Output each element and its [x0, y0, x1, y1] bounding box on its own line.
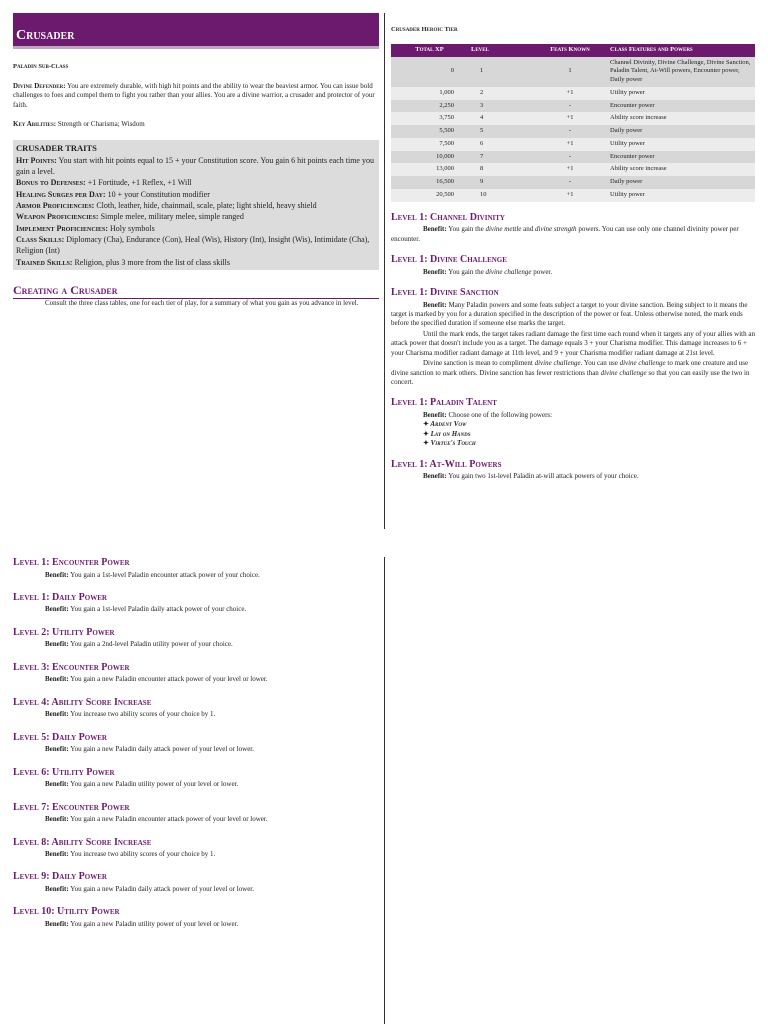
section-heading: Level 4: Ability Score Increase: [13, 696, 152, 708]
table-cell: -: [533, 100, 607, 113]
benefit-label: Benefit:: [423, 225, 447, 234]
table-cell: +1: [533, 138, 607, 151]
text-run: You gain a new Paladin utility power of your level or lower.: [70, 919, 239, 928]
table-cell: 5,500: [391, 125, 468, 138]
section-heading: Level 10: Utility Power: [13, 906, 120, 918]
power-name: divine challenge: [485, 267, 532, 276]
table-cell: Daily power: [607, 176, 755, 189]
text-run: Choose one of the following powers:: [448, 410, 553, 419]
benefit-label: Benefit:: [45, 745, 69, 754]
benefit-label: Benefit:: [423, 410, 447, 419]
trait-label: Weapon Proficiencies:: [16, 212, 99, 222]
text-run: You gain the: [448, 225, 484, 234]
benefit-label: Benefit:: [45, 605, 69, 614]
list-item: [423, 430, 755, 439]
benefit-text: [13, 780, 379, 789]
text-run: You increase two ability scores of your choice by 1.: [70, 710, 216, 719]
benefit-text: [391, 268, 755, 277]
trait-text: Religion, plus 3 more from the list of class skills: [74, 257, 231, 267]
table-row: [391, 138, 755, 151]
heroic-tier-table: [391, 44, 755, 202]
level-section: [13, 556, 379, 580]
trait-label: Trained Skills:: [16, 257, 73, 267]
table-cell: 5: [468, 125, 533, 138]
table-cell: 16,500: [391, 176, 468, 189]
text-run: to mark one creature and use divine sanction to mark others. Divine sanction has fewer restrictions than: [391, 359, 749, 377]
trait-label: Healing Surges per Day:: [16, 189, 106, 199]
benefit-label: Benefit:: [423, 267, 447, 276]
channel-divinity-section: [391, 211, 755, 244]
table-cell: 13,000: [391, 163, 468, 176]
table-row: [391, 87, 755, 100]
table-cell: 3,750: [391, 112, 468, 125]
table-cell: 8: [468, 163, 533, 176]
benefit-text: [13, 815, 379, 824]
table-cell: 1,000: [391, 87, 468, 100]
star-icon: ✦: [423, 420, 429, 429]
benefit-label: Benefit:: [45, 815, 69, 824]
level-section: [13, 836, 379, 860]
benefit-label: Benefit:: [45, 675, 69, 684]
at-will-section: [391, 458, 755, 482]
table-cell: 6: [468, 138, 533, 151]
right-column: [391, 26, 755, 482]
table-cell: -: [533, 151, 607, 164]
text-run: powers. You can use only one channel divinity power per encounter.: [391, 225, 739, 243]
text-run: You gain the: [448, 267, 484, 276]
trait-item: [16, 257, 376, 268]
text-run: You gain a new Paladin utility power of your level or lower.: [70, 780, 239, 789]
trait-item: [16, 211, 376, 222]
table-row: [391, 151, 755, 164]
table-cell: Utility power: [607, 138, 755, 151]
power-name: Virtue's Touch: [430, 439, 476, 448]
benefit-text: [13, 675, 379, 684]
trait-text: Holy symbols: [110, 223, 155, 233]
column-header: Feats Known: [533, 44, 607, 57]
benefit-label: Benefit:: [45, 850, 69, 858]
table-cell: +1: [533, 163, 607, 176]
text-run: You gain two 1st-level Paladin at-will attack powers of your choice.: [448, 472, 639, 481]
trait-text: Diplomacy (Cha), Endurance (Con), Heal (Wis), History (Int), Insight (Wis), Intimidate (Cha), Religion (Int): [16, 235, 370, 256]
section-heading: Level 1: Channel Divinity: [391, 211, 505, 223]
benefit-label: Benefit:: [45, 570, 69, 579]
trait-label: Bonus to Defenses:: [16, 178, 86, 188]
table-cell: Encounter power: [607, 151, 755, 164]
level-section: [13, 591, 379, 615]
benefit-text: [13, 640, 379, 649]
table-cell: Utility power: [607, 189, 755, 202]
text-run: Many Paladin powers and some feats subject a target to your divine sanction. Being subject to it means the target is marked by you for a duration specified in the description of the power or feat. Unless otherwise noted, the mark ends before the specified duration if someone else marks the target.: [391, 300, 748, 328]
text-run: You gain a new Paladin encounter attack power of your level or lower.: [70, 675, 268, 684]
text-run: You increase two ability scores of your choice by 1.: [70, 850, 216, 858]
table-cell: 1: [468, 57, 533, 87]
divine-defender-label: Divine Defender:: [13, 81, 66, 90]
text-run: You gain a new Paladin encounter attack power of your level or lower.: [70, 815, 268, 824]
trait-text: 10 + your Constitution modifier: [107, 189, 210, 199]
table-row: [391, 100, 755, 113]
table-cell: 2: [468, 87, 533, 100]
power-name: divine challenge: [619, 359, 666, 368]
section-heading: Level 9: Daily Power: [13, 871, 107, 883]
benefit-label: Benefit:: [45, 780, 69, 789]
table-cell: 1: [533, 57, 607, 87]
subclass-label: Paladin Sub-Class: [13, 63, 69, 70]
level-section: [13, 731, 379, 755]
benefit-text: [391, 225, 755, 244]
page-title-banner: [13, 13, 379, 49]
trait-label: Hit Points:: [16, 155, 57, 165]
text-run: and: [523, 225, 534, 234]
section-heading: Level 1: Divine Sanction: [391, 287, 499, 299]
column-header: Total XP: [391, 44, 468, 57]
trait-item: [16, 177, 376, 188]
benefit-label: Benefit:: [45, 640, 69, 649]
level-section: [13, 626, 379, 650]
power-name: divine challenge: [600, 368, 647, 377]
power-name: Lay on Hands: [430, 429, 471, 438]
text-run: You gain a new Paladin daily attack power of your level or lower.: [70, 884, 254, 893]
trait-item: [16, 155, 376, 178]
table-row: [391, 189, 755, 202]
trait-label: Implement Proficiencies:: [16, 223, 109, 233]
table-cell: 2,250: [391, 100, 468, 113]
power-name: divine strength: [535, 225, 577, 234]
table-cell: +1: [533, 112, 607, 125]
trait-item: [16, 223, 376, 234]
column-header: Class Features and Powers: [607, 44, 755, 57]
section-heading: Level 6: Utility Power: [13, 766, 115, 778]
table-cell: 7: [468, 151, 533, 164]
benefit-label: Benefit:: [45, 710, 69, 719]
table-row: [391, 112, 755, 125]
trait-item: [16, 234, 376, 257]
text-run: so that you can easily use the two in concert.: [391, 368, 750, 387]
key-abilities-label: Key Abilities:: [13, 120, 57, 129]
table-cell: Daily power: [607, 125, 755, 138]
table-cell: +1: [533, 87, 607, 100]
power-name: divine mettle: [485, 225, 522, 234]
benefit-label: Benefit:: [423, 472, 447, 481]
section-heading: Level 1: Encounter Power: [13, 557, 130, 568]
text-run: power.: [533, 267, 553, 276]
table-cell: Ability score increase: [607, 163, 755, 176]
trait-text: Cloth, leather, hide, chainmail, scale, plate; light shield, heavy shield: [96, 201, 317, 211]
table-cell: 20,500: [391, 189, 468, 202]
column-header: Level: [468, 44, 533, 57]
benefit-label: Benefit:: [45, 919, 69, 928]
list-item: [423, 439, 755, 448]
sanction-paragraph: Until the mark ends, the target takes radiant damage the first time each round when it targets any of your allies with an attack power that doesn't include you as a target. The damage equals 3 + your Charisma modifier. This damage increases to 6 + your Charisma modifier radiant damage at 11th level, and 9 + your Charisma modifier radiant damage at 21st level.: [391, 329, 755, 357]
left-column: [13, 13, 379, 309]
trait-text: Simple melee, military melee, simple ranged: [100, 212, 244, 222]
section-heading: Level 8: Ability Score Increase: [13, 836, 152, 848]
traits-title: CRUSADER TRAITS: [16, 142, 97, 153]
section-heading: Level 3: Encounter Power: [13, 661, 130, 673]
trait-label: Class Skills:: [16, 235, 65, 245]
level-section: [13, 905, 379, 929]
level-section: [13, 696, 379, 720]
section-heading: Level 1: Divine Challenge: [391, 254, 507, 266]
list-item: [423, 420, 755, 429]
table-cell: Encounter power: [607, 100, 755, 113]
table-cell: -: [533, 176, 607, 189]
table-cell: Utility power: [607, 87, 755, 100]
table-row: [391, 176, 755, 189]
level-section: [13, 766, 379, 790]
benefit-text: [13, 605, 379, 614]
table-cell: Ability score increase: [607, 112, 755, 125]
table-cell: 3: [468, 100, 533, 113]
benefit-text: [13, 850, 379, 859]
section-heading: Level 2: Utility Power: [13, 626, 115, 638]
benefit-text: [391, 301, 755, 329]
column-divider-top: [384, 13, 385, 529]
table-cell: 9: [468, 176, 533, 189]
table-cell: 10: [468, 189, 533, 202]
level-list: [13, 556, 379, 929]
page-title: Crusader: [16, 28, 75, 43]
benefit-text: [391, 411, 755, 420]
level-section: [13, 801, 379, 825]
trait-text: You start with hit points equal to 15 + your Constitution score. You gain 6 hit points each time you gain a level.: [16, 155, 374, 176]
table-cell: +1: [533, 189, 607, 202]
key-abilities-paragraph: [13, 120, 379, 129]
divine-defender-paragraph: [13, 82, 379, 110]
table-cell: Channel Divinity, Divine Challenge, Divine Sanction, Paladin Talent, At-Will powers, Encounter power, Daily power: [607, 57, 755, 87]
column-divider-bottom: [384, 557, 385, 1024]
benefit-text: [13, 885, 379, 894]
traits-box: [13, 140, 379, 271]
divine-defender-text: You are extremely durable, with high hit points and the ability to wear the beaviest armor. You can issue bold challenges to foes and compel them to fight you rather than your allies. You are a divine warrior, a crusader and protector of your faith.: [13, 81, 375, 109]
section-heading: Level 5: Daily Power: [13, 731, 107, 743]
section-heading: Level 1: Paladin Talent: [391, 397, 497, 409]
creating-heading: Creating a Crusader: [13, 282, 379, 299]
benefit-text: [391, 472, 755, 481]
creating-text: Consult the three class tables, one for each tier of play, for a summary of what you gain as you advance in level.: [45, 299, 359, 308]
benefit-text: [13, 745, 379, 754]
level-section: [13, 870, 379, 894]
section-heading: Level 1: At-Will Powers: [391, 458, 502, 470]
trait-label: Armor Proficiencies:: [16, 201, 95, 211]
text-run: You gain a 1st-level Paladin encounter attack power of your choice.: [70, 570, 260, 579]
trait-item: [16, 189, 376, 200]
table-cell: 7,500: [391, 138, 468, 151]
trait-item: [16, 200, 376, 211]
table-header-row: [391, 44, 755, 57]
benefit-text: [13, 710, 379, 719]
divine-challenge-section: [391, 253, 755, 277]
section-heading: Level 7: Encounter Power: [13, 801, 130, 813]
power-name: Ardent Vow: [430, 420, 467, 429]
benefit-label: Benefit:: [45, 884, 69, 893]
star-icon: ✦: [423, 429, 429, 438]
section-heading: Level 1: Daily Power: [13, 591, 107, 603]
benefit-text: [13, 920, 379, 929]
table-cell: 0: [391, 57, 468, 87]
power-name: divine challenge: [534, 359, 581, 368]
star-icon: ✦: [423, 439, 429, 448]
divine-sanction-section: [391, 286, 755, 387]
table-row: [391, 163, 755, 176]
paladin-talent-section: [391, 396, 755, 448]
table-cell: 10,000: [391, 151, 468, 164]
benefit-text: [13, 571, 379, 580]
table-cell: 4: [468, 112, 533, 125]
text-run: You gain a 2nd-level Paladin utility power of your choice.: [70, 640, 233, 649]
text-run: You gain a new Paladin daily attack power of your level or lower.: [70, 745, 254, 754]
benefit-label: Benefit:: [423, 300, 447, 309]
talent-power-list: [391, 420, 755, 448]
table-cell: -: [533, 125, 607, 138]
trait-text: +1 Fortitude, +1 Reflex, +1 Will: [87, 178, 192, 188]
table-title: Crusader Heroic Tier: [391, 26, 458, 33]
table-row: [391, 125, 755, 138]
level-section: [13, 661, 379, 685]
sanction-paragraph: [391, 359, 755, 387]
table-row: [391, 57, 755, 87]
text-run: Divine sanction is mean to compliment: [423, 359, 533, 368]
text-run: . You can use: [580, 359, 618, 368]
key-abilities-text: Strength or Charisma; Wisdom: [57, 120, 145, 129]
text-run: You gain a 1st-level Paladin daily attack power of your choice.: [70, 605, 247, 614]
